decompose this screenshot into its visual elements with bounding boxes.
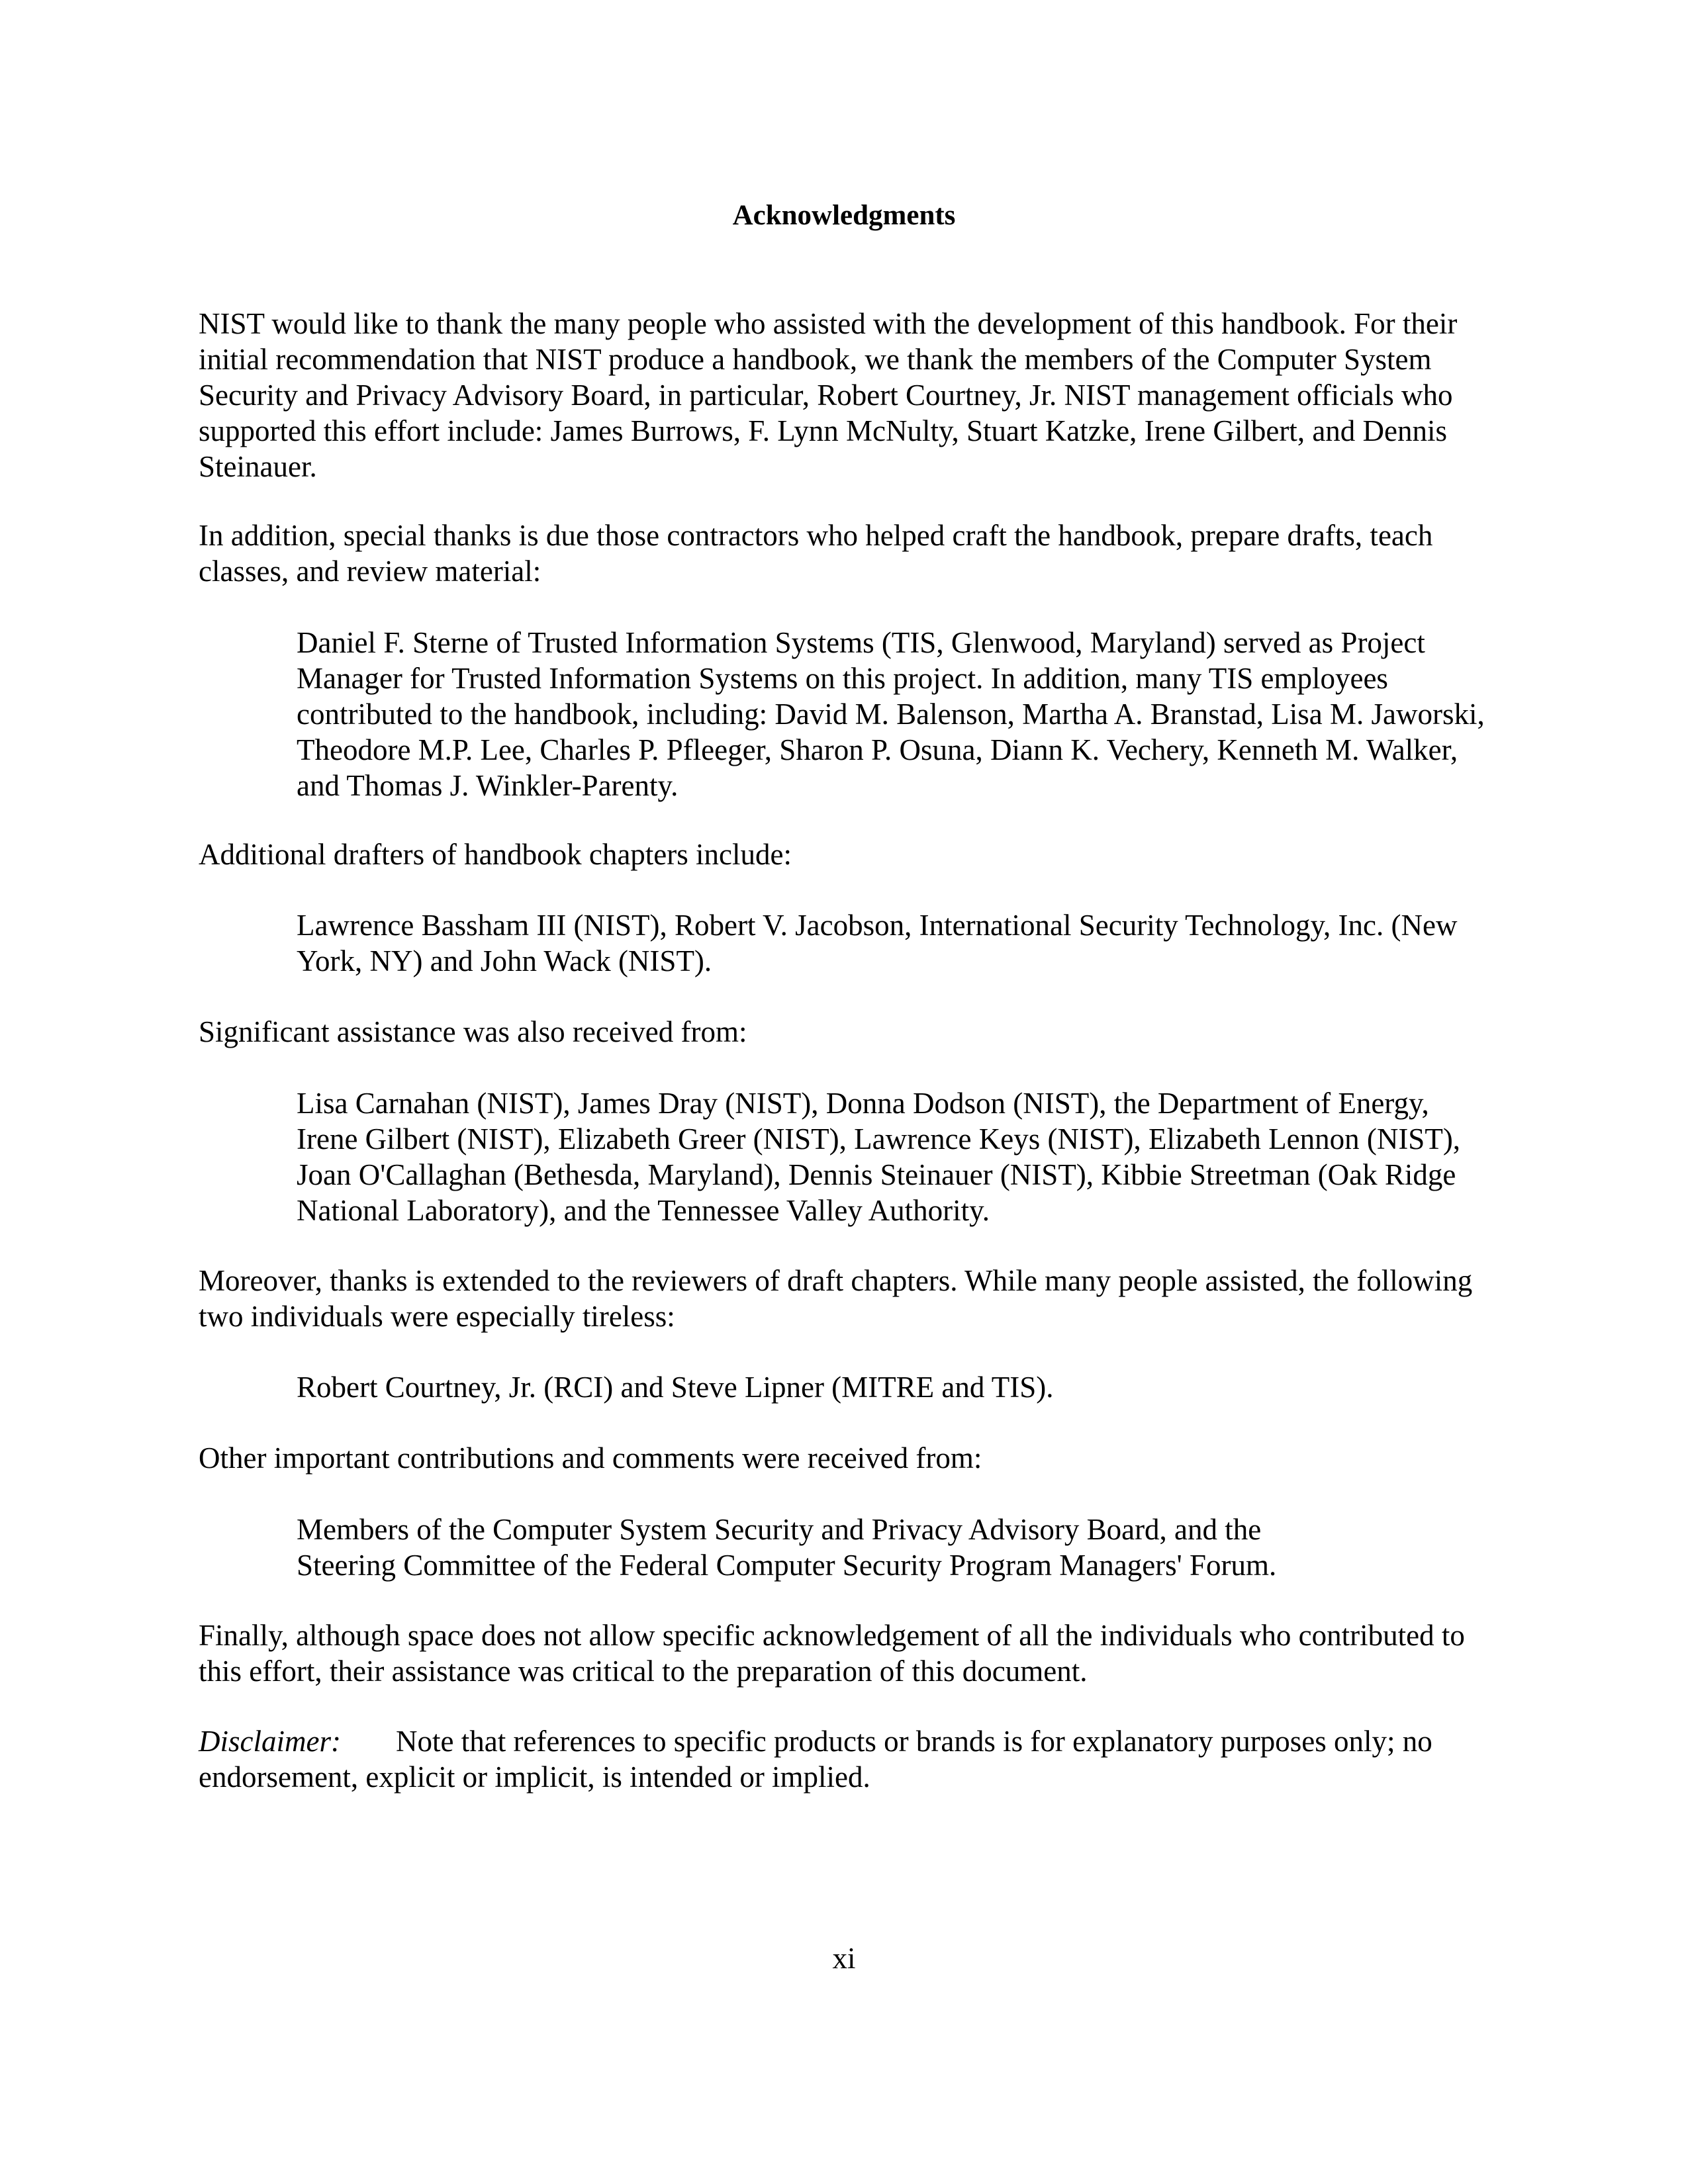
disclaimer xyxy=(199,1723,1483,1795)
paragraph-significant-assistance-intro: Significant assistance was also received from: xyxy=(199,1015,747,1048)
paragraph-other-contributions-intro: Other important contributions and comments were received from: xyxy=(199,1441,982,1475)
paragraph-additional-drafters-intro: Additional drafters of handbook chapters include: xyxy=(199,838,792,871)
page-number: xi xyxy=(832,1942,856,1975)
disclaimer-text: Note that references to specific products or brands is for explanatory purposes only; no endorsement, explicit or implicit, is intended or implied. xyxy=(199,1725,1432,1794)
paragraph-other-contributions: Members of the Computer System Security and Privacy Advisory Board, and the Steering Committee of the Federal Computer Security Program Managers' Forum. xyxy=(297,1513,1277,1582)
paragraph-closing-thanks: Finally, although space does not allow specific acknowledgement of all the individuals who contributed to this effort, their assistance was critical to the preparation of this document. xyxy=(199,1619,1465,1688)
page-title: Acknowledgments xyxy=(732,200,956,231)
disclaimer-label: Disclaimer: xyxy=(199,1725,341,1758)
paragraph-additional-drafters: Lawrence Bassham III (NIST), Robert V. Jacobson, International Security Technology, Inc. (New York, NY) and John Wack (NIST). xyxy=(297,909,1458,978)
paragraph-nist-thanks: NIST would like to thank the many people who assisted with the development of this handbook. For their initial recommendation that NIST produce a handbook, we thank the members of the Computer System Security and Privacy Advisory Board, in particular, Robert Courtney, Jr. NIST management officials who supported this effort include: James Burrows, F. Lynn McNulty, Stuart Katzke, Irene Gilbert, and Dennis Steinauer. xyxy=(199,307,1458,483)
paragraph-reviewers-thanks: Moreover, thanks is extended to the reviewers of draft chapters. While many people assisted, the following two individuals were especially tireless: xyxy=(199,1264,1473,1333)
paragraph-tis-contributors: Daniel F. Sterne of Trusted Information Systems (TIS, Glenwood, Maryland) served as Project Manager for Trusted Information Systems on this project. In addition, many TIS employees contributed to the handbook, including: David M. Balenson, Martha A. Branstad, Lisa M. Jaworski, Theodore M.P. Lee, Charles P. Pfleeger, Sharon P. Osuna, Diann K. Vechery, Kenneth M. Walker, and Thomas J. Winkler-Parenty. xyxy=(297,626,1485,802)
paragraph-significant-assistance: Lisa Carnahan (NIST), James Dray (NIST), Donna Dodson (NIST), the Department of Energy, Irene Gilbert (NIST), Elizabeth Greer (NIST), Lawrence Keys (NIST), Elizabeth Lennon (NIST), Joan O'Callaghan (Bethesda, Maryland), Dennis Steinauer (NIST), Kibbie Streetman (Oak Ridge National Laboratory), and the Tennessee Valley Authority. xyxy=(297,1087,1461,1227)
paragraph-tireless-reviewers: Robert Courtney, Jr. (RCI) and Steve Lipner (MITRE and TIS). xyxy=(297,1371,1054,1404)
paragraph-contractors-thanks: In addition, special thanks is due those contractors who helped craft the handbook, prepare drafts, teach classes, and review material: xyxy=(199,519,1433,588)
